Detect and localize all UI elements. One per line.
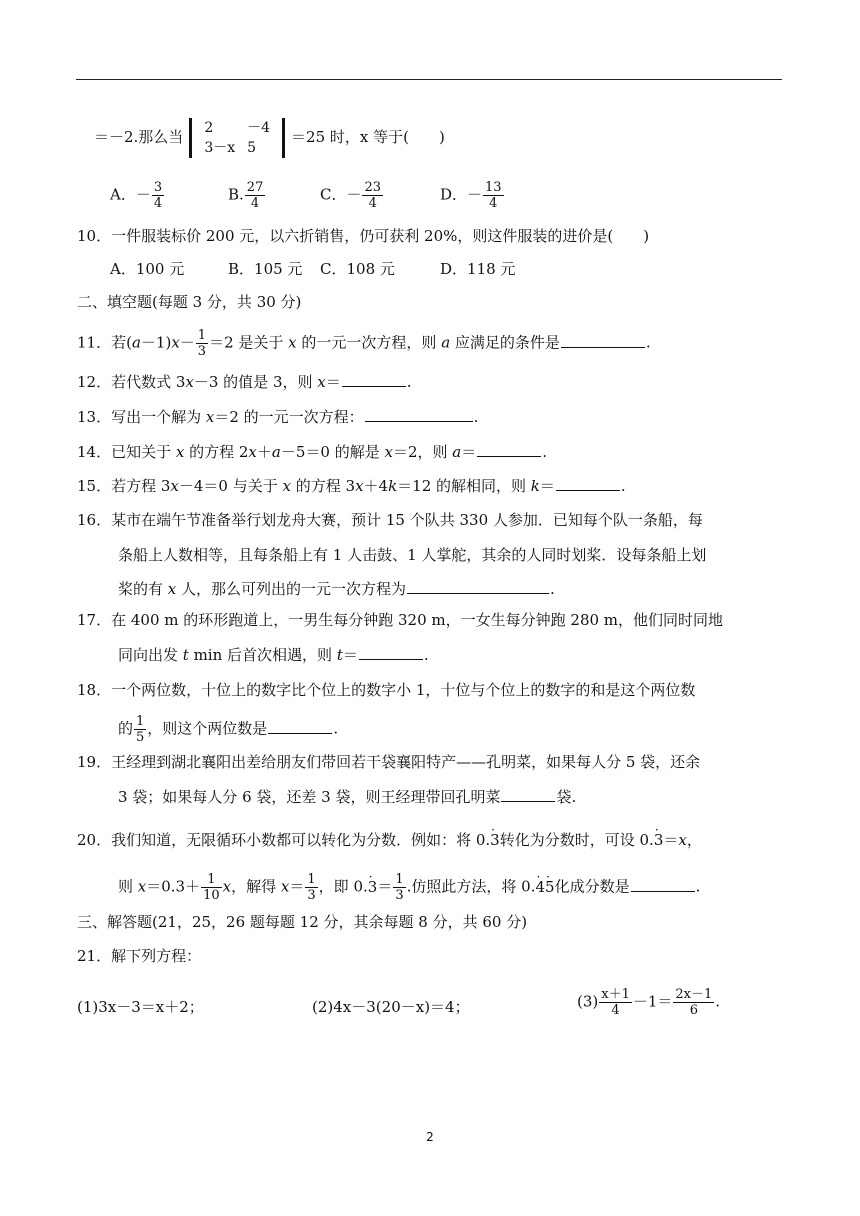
q18-answer-blank[interactable] <box>268 719 332 734</box>
q9-option-d: D．－ $\frac{13}{4}$ <box>440 180 502 211</box>
q9-option-a: A．－ $\frac{3}{4}$ <box>110 180 163 211</box>
q14: 14．已知关于 x 的方程 2x＋a－5＝0 的解是 x＝2，则 a＝ . <box>77 443 548 461</box>
q11: 11．若(a－1)x－ $\frac{1}{3}$ ＝2 是关于 x 的一元一次方程，则 a 应满足的条件是 . <box>77 328 651 359</box>
q11-answer-blank[interactable] <box>561 333 645 348</box>
q17-answer-blank[interactable] <box>359 645 423 660</box>
q10-stem: 10．一件服装标价 200 元，以六折销售，仍可获利 20%，则这件服装的进价是( ) <box>77 227 650 245</box>
q10-option-b: B．105 元 <box>228 260 303 278</box>
q14-answer-blank[interactable] <box>477 442 541 457</box>
q16-answer-blank[interactable] <box>407 579 549 594</box>
q15-answer-blank[interactable] <box>556 476 620 491</box>
q19-line-1: 19．王经理到湖北襄阳出差给朋友们带回若干袋襄阳特产——孔明菜，如果每人分 5 袋，还余 <box>77 753 701 771</box>
q15: 15．若方程 3x－4＝0 与关于 x 的方程 3x＋4k＝12 的解相同，则 k＝ . <box>77 477 626 495</box>
q17-line-2: 同向出发 t min 后首次相遇，则 t＝ . <box>118 646 429 664</box>
q21-title: 21．解下列方程： <box>77 947 202 965</box>
q19-line-2: 3 袋；如果每人分 6 袋，还差 3 袋，则王经理带回孔明菜 袋. <box>118 788 577 806</box>
q17-line-1: 17．在 400 m 的环形跑道上，一男生每分钟跑 320 m，一女生每分钟跑 280 m，他们同时同地 <box>77 611 724 629</box>
q20-line-2: 则 x＝0.3＋ $\frac{1}{10}$ x，解得 x＝ $\frac{1}{3}$ ，即 0.· 3＝ $\frac{1}{3}$ .仿照此方法，将 0.· 4· 5化成分数是 . <box>118 872 700 903</box>
q13: 13．写出一个解为 x＝2 的一元一次方程： . <box>77 408 479 426</box>
q21-part-1: (1)3x－3＝x＋2； <box>77 998 204 1016</box>
q20-line-1: 20．我们知道，无限循环小数都可以转化为分数．例如：将 0.· 3转化为分数时，可设 0.· 3＝x， <box>77 830 702 850</box>
q16-line-3: 桨的有 x 人，那么可列出的一元一次方程为 . <box>118 580 555 598</box>
q9-option-c: C．－ $\frac{23}{4}$ <box>320 180 382 211</box>
header-rule <box>76 79 782 80</box>
q21-part-3: (3) $\frac{x+1}{4}$ －1＝ $\frac{2x-1}{6}$ . <box>577 987 721 1018</box>
q12: 12．若代数式 3x－3 的值是 3，则 x＝ . <box>77 373 412 391</box>
section-3-heading: 三、解答题(21，25，26 题每题 12 分，其余每题 8 分，共 60 分) <box>77 913 528 931</box>
q20-answer-blank[interactable] <box>631 877 695 892</box>
q12-answer-blank[interactable] <box>342 372 406 387</box>
q16-line-1: 16．某市在端午节准备举行划龙舟大赛，预计 15 个队共 330 人参加．已知每个队一条船，每 <box>77 511 703 529</box>
q10-option-c: C．108 元 <box>320 260 395 278</box>
q13-answer-blank[interactable] <box>365 407 473 422</box>
q10-option-a: A．100 元 <box>110 260 185 278</box>
q18-line-1: 18．一个两位数，十位上的数字比个位上的数字小 1，十位与个位上的数字的和是这个两位数 <box>77 681 696 699</box>
q19-answer-blank[interactable] <box>501 787 555 802</box>
q9-determinant: 2 －4 3－x 5 <box>189 118 285 158</box>
section-2-heading: 二、填空题(每题 3 分，共 30 分) <box>77 293 302 311</box>
q9-option-b: B. $\frac{27}{4}$ <box>228 180 264 211</box>
q16-line-2: 条船上人数相等，且每条船上有 1 人击鼓、1 人掌舵，其余的人同时划桨．设每条船上划 <box>118 546 707 564</box>
q10-option-d: D．118 元 <box>440 260 516 278</box>
q18-line-2: 的 $\frac{1}{5}$ ，则这个两位数是 . <box>118 714 339 745</box>
q9-stem: ＝－2.那么当 2 －4 3－x 5 ＝25 时，x 等于( ) <box>94 120 445 156</box>
page-number: 2 <box>426 1130 434 1144</box>
q21-part-2: (2)4x－3(20－x)＝4； <box>312 998 470 1016</box>
